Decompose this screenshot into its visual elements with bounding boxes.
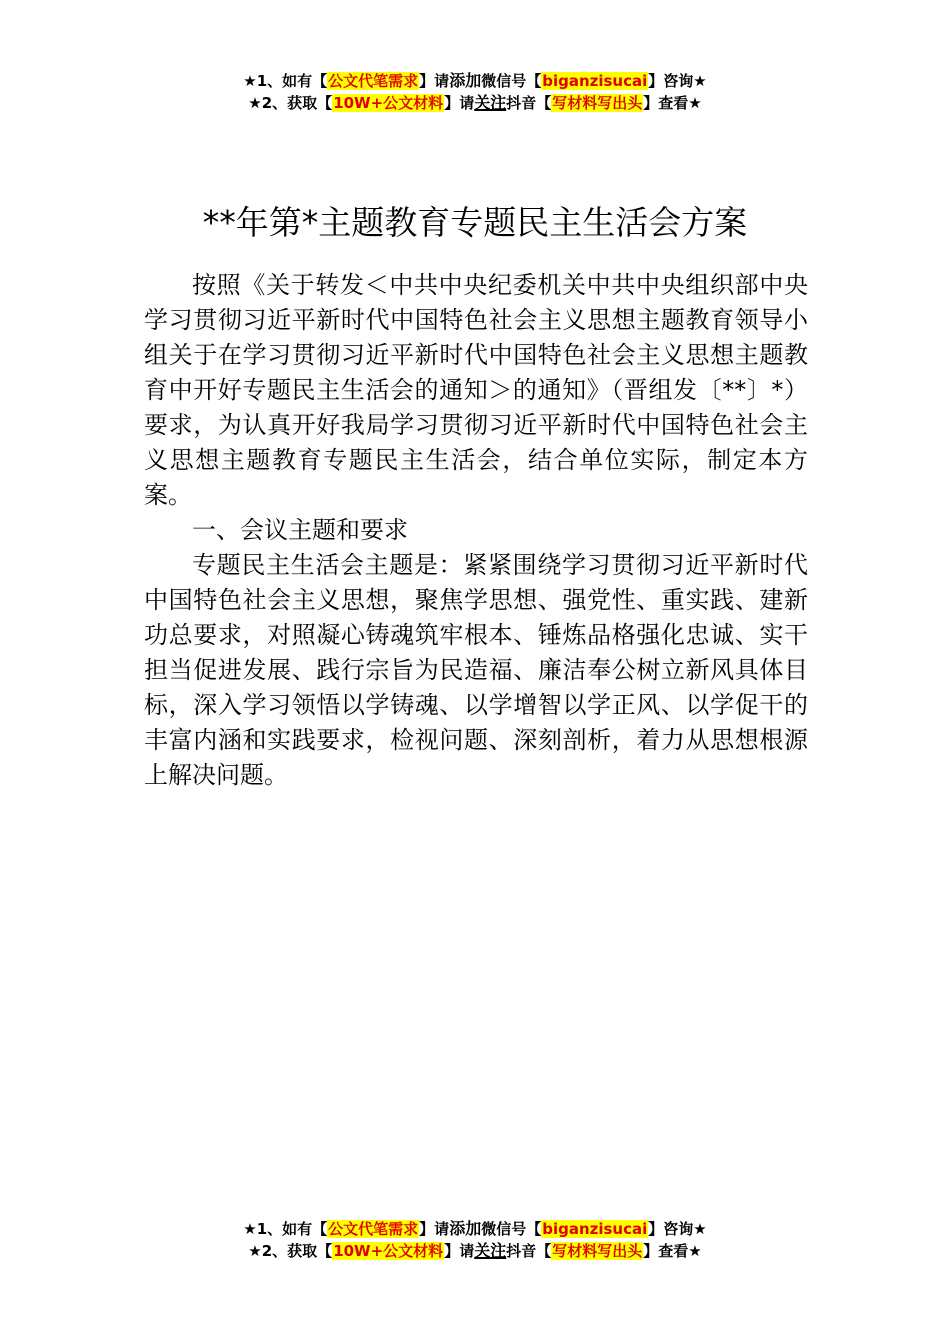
paragraph-theme: 专题民主生活会主题是：紧紧围绕学习贯彻习近平新时代中国特色社会主义思想，聚焦学思想、强党性、重实践、建新功总要求，对照凝心铸魂筑牢根本、锤炼品格强化忠诚、实干担当促进发展、践行宗旨为民造福、廉洁奉公树立新风具体目标，深入学习领悟以学铸魂、以学增智以学正风、以学促干的丰富内涵和实践要求，检视问题、深刻剖析，着力从思想根源上解决问题。	[144, 551, 808, 789]
highlight-douyin: 写材料写出头	[552, 94, 643, 112]
footer-banner	[0, 1218, 950, 1262]
banner-line-1: ★1、如有【公文代笔需求】请添加微信号【biganzisucai】咨询★	[243, 1219, 707, 1238]
highlight-wechat-id: biganzisucai	[542, 72, 648, 90]
banner-line-1: ★1、如有【公文代笔需求】请添加微信号【biganzisucai】咨询★	[243, 71, 707, 90]
section-heading: 一、会议主题和要求	[192, 516, 408, 544]
paragraph-intro: 按照《关于转发＜中共中央纪委机关中共中央组织部中央学习贯彻习近平新时代中国特色社会主义思想主题教育领导小组关于在学习贯彻习近平新时代中国特色社会主义思想主题教育中开好专题民主生活会的通知＞的通知》（晋组发〔**〕*）要求，为认真开好我局学习贯彻习近平新时代中国特色社会主义思想主题教育专题民主生活会，结合单位实际，制定本方案。	[144, 271, 808, 509]
highlight-wechat-id: biganzisucai	[542, 1220, 648, 1238]
header-banner	[0, 70, 950, 114]
highlight-service: 公文代笔需求	[328, 1220, 419, 1238]
document-title: **年第*主题教育专题民主生活会方案	[202, 203, 748, 243]
document-body	[144, 268, 808, 793]
highlight-douyin: 写材料写出头	[552, 1242, 643, 1260]
banner-line-2: ★2、获取【10W+公文材料】请关注抖音【写材料写出头】查看★	[248, 1241, 702, 1260]
banner-line-2: ★2、获取【10W+公文材料】请关注抖音【写材料写出头】查看★	[248, 93, 702, 112]
highlight-materials: 10W+公文材料	[333, 1242, 444, 1260]
highlight-service: 公文代笔需求	[328, 72, 419, 90]
highlight-materials: 10W+公文材料	[333, 94, 444, 112]
